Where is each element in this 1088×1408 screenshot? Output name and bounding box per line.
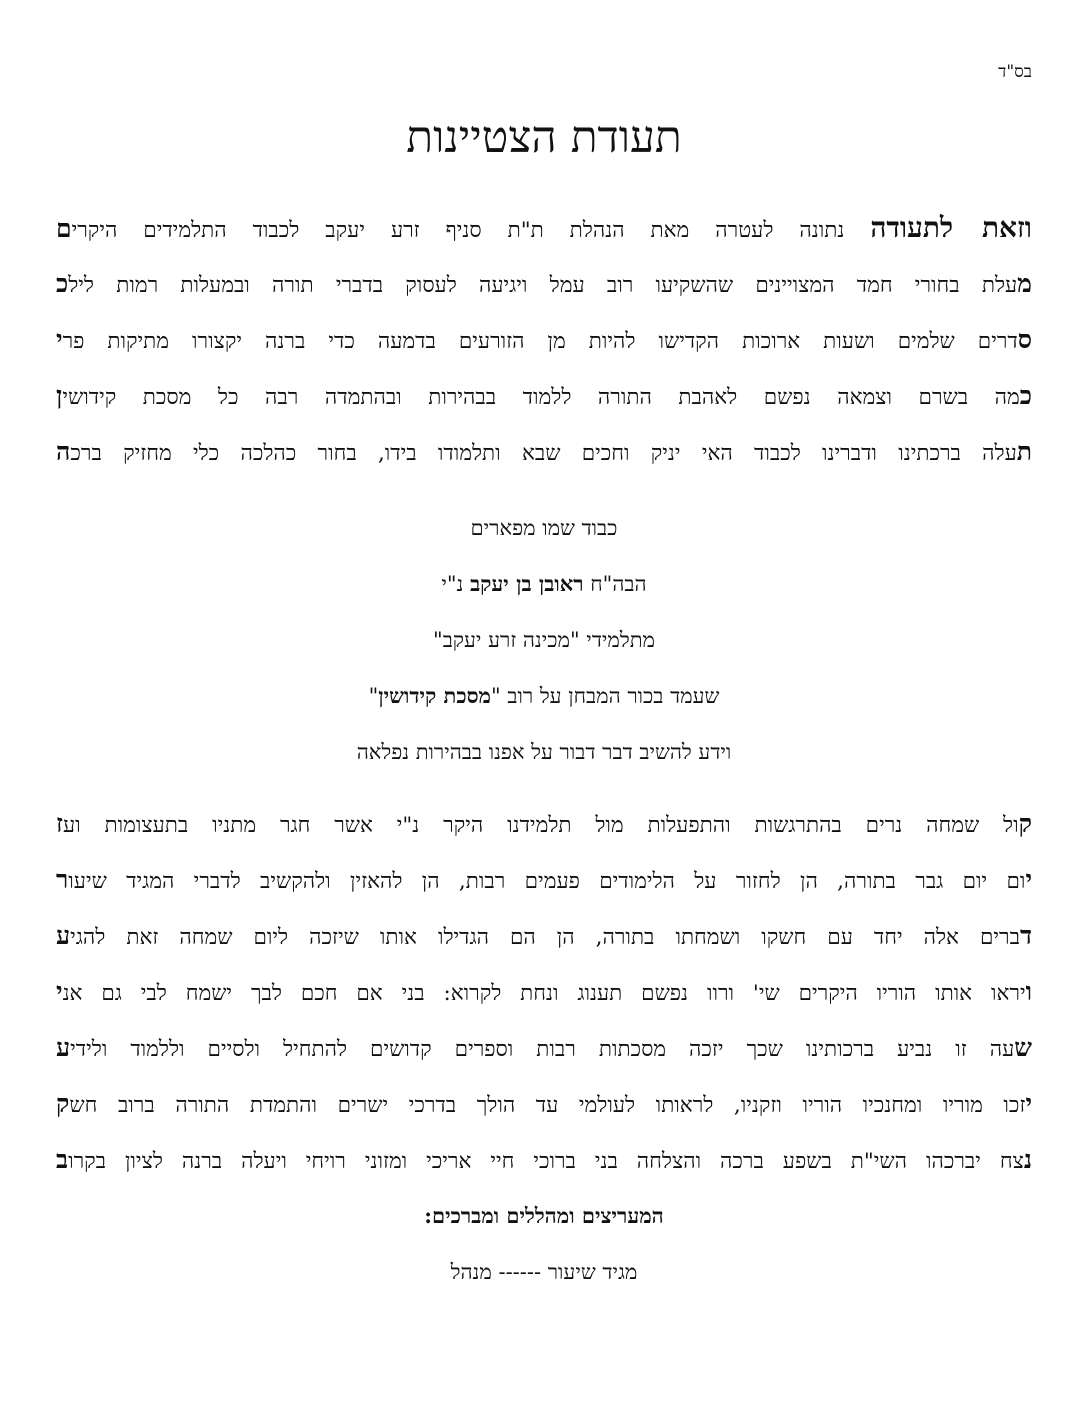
- paragraph-line: כמה בשרם וצמאה נפשם לאהבת התורה ללמוד בבהירות ובהתמדה רבה כל מסכת קידושין: [56, 381, 1032, 410]
- certificate-page: [56, 0, 1032, 1408]
- opening-words: וזאת לתעודה: [870, 211, 1032, 244]
- honoree-exam-line: שעמד בכור המבחן על רוב "מסכת קידושין": [368, 683, 720, 708]
- paragraph-line: נצח יברכהו השי"ת בשפע ברכה והצלחה בני ברוכי חיי אריכי ומזוני רויחי ויעלה ברנה לציון בקרוב: [56, 1145, 1032, 1174]
- paragraph-line: יזכו מוריו ומחנכיו הוריו וזקניו, לראותו לעולמי עד הולך בדרכי ישרים והתמדת התורה ברוב חשק: [56, 1089, 1032, 1118]
- paragraph-line: סדרים שלמים ושעות ארוכות הקדישו להיות מן הזורעים בדמעה כדי ברנה יקצורו מתיקות פרי: [56, 325, 1032, 354]
- honoree-name-line: הבה"ח ראובן בן יעקב נ"י: [441, 571, 647, 596]
- certificate-title: תעודת הצטיינות: [406, 112, 682, 163]
- paragraph-line: ויראו אותו הוריו היקרים שי' ורוו נפשם תענוג ונחת לקרוא: בני אם חכם לבך ישמח לבי גם אני: [56, 977, 1032, 1006]
- paragraph-line: וזאת לתעודה נתונה לעטרה מאת הנהלת ת"ת סניף זרע יעקב לכבוד התלמידים היקרים: [56, 211, 1032, 244]
- paragraph-line: קול שמחה נרים בהתרגשות והתפעלות מול תלמידנו היקר נ"י אשר חגר מתניו בתעצומות ועז: [56, 809, 1032, 838]
- paragraph-line: דברים אלה יחד עם חשקו ושמחתו בתורה, הן הם הגדילו אותו שיזכה ליום שמחה זאת להגיע: [56, 921, 1032, 950]
- tractate-name: מסכת קידושין: [378, 683, 492, 708]
- honoree-intro: כבוד שמו מפארים: [470, 516, 618, 540]
- paragraph-line: מעלת בחורי חמד המצויינים שהשקיעו רוב עמל ויגיעה לעסוק בדברי תורה ובמעלות רמות לילכ: [56, 269, 1032, 298]
- paragraph-line: תעלה ברכתינו ודברינו לכבוד האי יניק וחכים שבא ותלמודו בידו, בחור כהלכה כלי מחזיק ברכה: [56, 437, 1032, 466]
- paragraph-line: יום יום גבר בתורה, הן לחזור על הלימודים פעמים רבות, הן להאזין ולהקשיב לדברי המגיד שיעור: [56, 865, 1032, 894]
- signature-line: מגיד שיעור ------ מנהל: [450, 1260, 638, 1284]
- honoree-school: מתלמידי "מכינה זרע יעקב": [433, 628, 655, 652]
- honoree-praise: וידע להשיב דבר דבור על אפנו בבהירות נפלאה: [356, 740, 732, 764]
- bsd-mark: בס"ד: [998, 62, 1032, 82]
- paragraph-line: שעה זו נביע ברכותינו שכך יזכה מסכתות רבות וספרים קדושים להתחיל ולסיים וללמוד ולידיע: [56, 1033, 1032, 1062]
- signature-heading: המעריצים ומהללים ומברכים:: [424, 1203, 664, 1228]
- honoree-name: ראובן בן יעקב: [470, 571, 584, 596]
